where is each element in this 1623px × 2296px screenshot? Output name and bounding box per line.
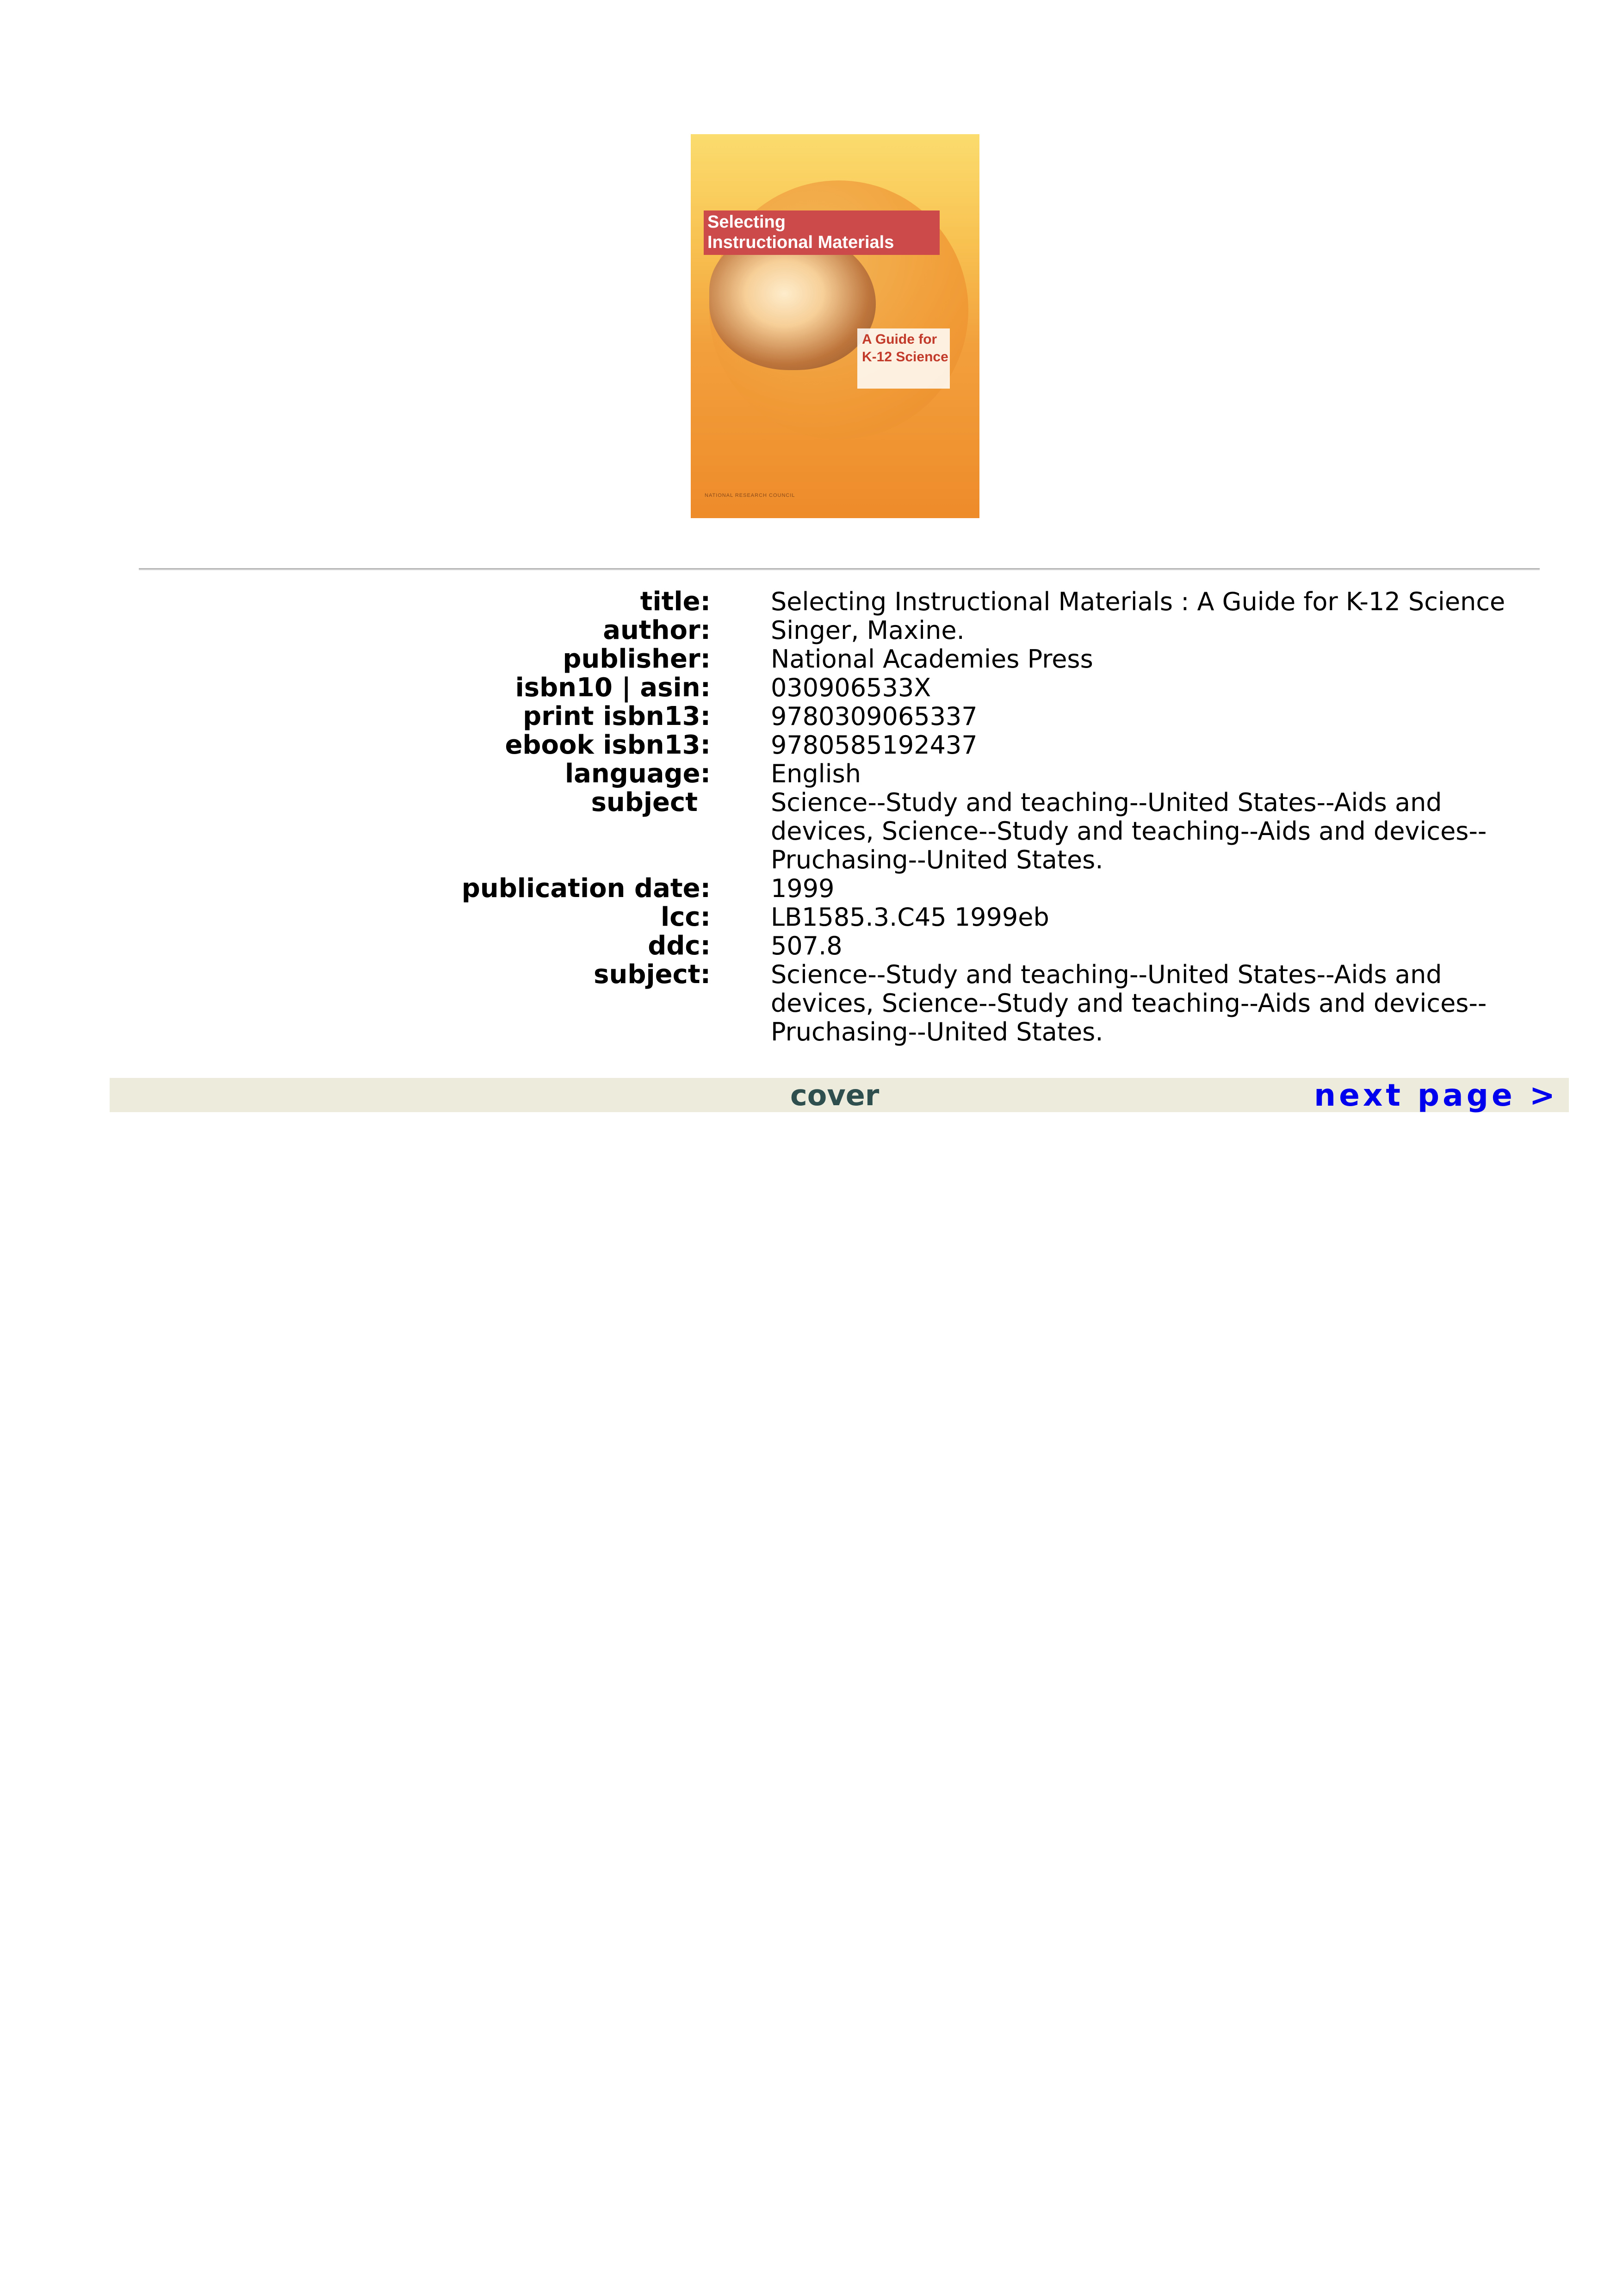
meta-value: Science--Study and teaching--United States--Aids and devices, Science--Study and teaching--Aids and devices-- Pruchasing--United States. xyxy=(771,788,1487,874)
meta-label: subject: xyxy=(594,959,711,990)
meta-label: isbn10 | asin: xyxy=(515,673,711,703)
meta-value: 9780585192437 xyxy=(771,730,978,760)
meta-value: 030906533X xyxy=(771,673,931,702)
meta-label: subject xyxy=(591,787,698,817)
meta-value: 1999 xyxy=(771,874,835,903)
meta-value: LB1585.3.C45 1999eb xyxy=(771,903,1049,932)
next-page-link[interactable]: next page > xyxy=(1314,1077,1558,1113)
meta-label: publisher: xyxy=(563,644,711,674)
meta-label: author: xyxy=(603,615,711,645)
cover-subtitle-text: A Guide for K-12 Science xyxy=(862,332,948,365)
meta-label: print isbn13: xyxy=(523,701,711,731)
meta-label: lcc: xyxy=(661,902,711,932)
meta-label: ddc: xyxy=(648,931,711,961)
meta-value: Science--Study and teaching--United States--Aids and devices, Science--Study and teaching--Aids and devices-- Pruchasing--United States. xyxy=(771,960,1487,1046)
meta-value: Selecting Instructional Materials : A Guide for K-12 Science xyxy=(771,587,1505,616)
current-page-label: cover xyxy=(790,1078,880,1112)
meta-label: title: xyxy=(640,587,711,617)
meta-value: English xyxy=(771,759,861,788)
cover-title-text: Selecting Instructional Materials xyxy=(707,212,894,252)
meta-value: National Academies Press xyxy=(771,644,1093,674)
meta-label: publication date: xyxy=(461,873,711,904)
meta-value: 9780309065337 xyxy=(771,702,978,731)
meta-label: language: xyxy=(564,759,711,789)
meta-label: ebook isbn13: xyxy=(505,730,711,760)
meta-value: Singer, Maxine. xyxy=(771,616,965,645)
header-divider xyxy=(139,568,1540,570)
book-cover-image xyxy=(691,134,979,518)
meta-value: 507.8 xyxy=(771,931,842,960)
cover-publisher-text: NATIONAL RESEARCH COUNCIL xyxy=(705,493,795,498)
